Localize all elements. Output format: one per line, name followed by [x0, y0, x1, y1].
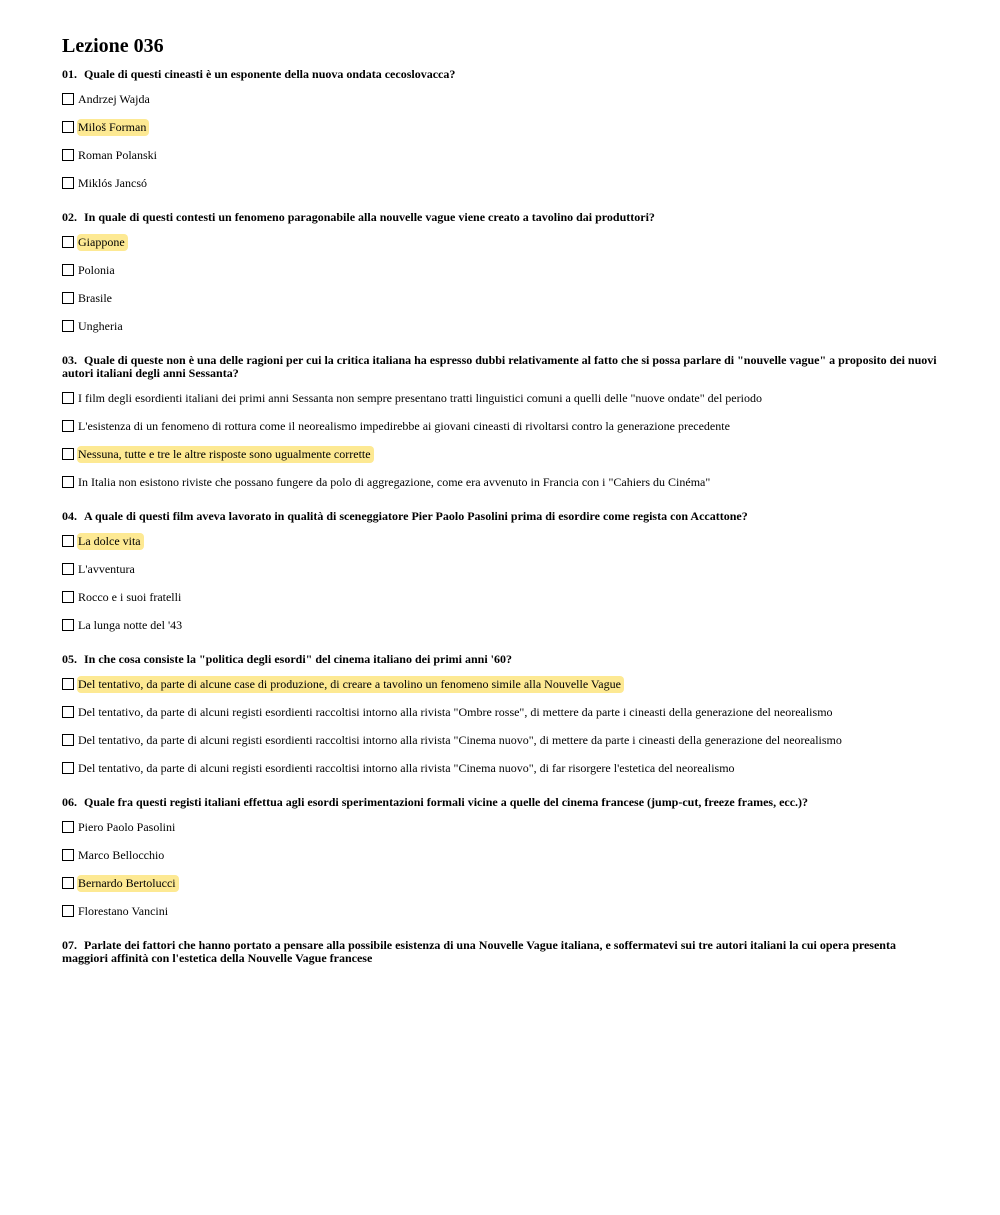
answer-checkbox[interactable] [62, 821, 74, 833]
question-1 [62, 68, 942, 192]
answer-checkbox[interactable] [62, 591, 74, 603]
answer-option[interactable] [62, 317, 942, 335]
question-number: 01. [62, 67, 77, 81]
answer-checkbox[interactable] [62, 734, 74, 746]
answer-checkbox[interactable] [62, 762, 74, 774]
question-number: 06. [62, 795, 77, 809]
question-text [62, 939, 942, 965]
answer-label: La lunga notte del '43 [78, 617, 183, 632]
answer-label: Florestano Vancini [78, 903, 169, 918]
question-number: 04. [62, 509, 77, 523]
answer-label-highlighted: Giappone [77, 234, 128, 251]
answer-checkbox[interactable] [62, 264, 74, 276]
answer-checkbox[interactable] [62, 535, 74, 547]
answer-option[interactable] [62, 818, 942, 836]
question-label: In che cosa consiste la "politica degli esordi" del cinema italiano dei primi anni '60? [84, 652, 512, 666]
answer-checkbox[interactable] [62, 177, 74, 189]
question-text [62, 354, 942, 380]
question-4 [62, 510, 942, 634]
answer-label: Del tentativo, da parte di alcuni registi esordienti raccoltisi intorno alla rivista "Cinema nuovo", di mettere da parte i cineasti della generazione del neorealismo [78, 732, 842, 747]
answer-option[interactable] [62, 90, 942, 108]
answer-label: Rocco e i suoi fratelli [78, 589, 182, 604]
answer-label: L'avventura [78, 561, 135, 576]
answer-checkbox[interactable] [62, 448, 74, 460]
answer-label: Del tentativo, da parte di alcuni registi esordienti raccoltisi intorno alla rivista "Ombre rosse", di mettere da parte i cineasti della generazione del neorealismo [78, 704, 833, 719]
answer-checkbox[interactable] [62, 149, 74, 161]
question-7 [62, 939, 942, 965]
question-5 [62, 653, 942, 777]
answer-option[interactable] [62, 233, 942, 251]
answer-label: Marco Bellocchio [78, 847, 165, 862]
answer-option[interactable] [62, 588, 942, 606]
answer-label-highlighted: Nessuna, tutte e tre le altre risposte sono ugualmente corrette [77, 446, 374, 463]
answer-label: Andrzej Wajda [78, 91, 150, 106]
page-title: Lezione 036 [62, 35, 164, 57]
question-text [62, 510, 942, 523]
answer-option[interactable] [62, 759, 942, 777]
answer-options [62, 532, 942, 634]
answer-option[interactable] [62, 532, 942, 550]
question-text [62, 796, 942, 809]
question-3 [62, 354, 942, 491]
answer-option[interactable] [62, 289, 942, 307]
answer-option[interactable] [62, 118, 942, 136]
question-number: 05. [62, 652, 77, 666]
answer-label-highlighted: La dolce vita [77, 533, 144, 550]
quiz-page [62, 34, 942, 984]
question-text [62, 653, 942, 666]
answer-options [62, 233, 942, 335]
answer-option[interactable] [62, 874, 942, 892]
question-text [62, 68, 942, 81]
answer-options [62, 818, 942, 920]
question-label: A quale di questi film aveva lavorato in qualità di sceneggiatore Pier Paolo Pasolini prima di esordire come regista con Accattone? [84, 509, 748, 523]
question-number: 07. [62, 938, 77, 952]
answer-option[interactable] [62, 389, 942, 407]
answer-checkbox[interactable] [62, 236, 74, 248]
answer-label: Piero Paolo Pasolini [78, 819, 176, 834]
answer-option[interactable] [62, 174, 942, 192]
question-label: Quale fra questi registi italiani effettua agli esordi sperimentazioni formali vicine a quelle del cinema francese (jump-cut, freeze frames, ecc.)? [84, 795, 809, 809]
answer-option[interactable] [62, 616, 942, 634]
question-text [62, 211, 942, 224]
answer-checkbox[interactable] [62, 877, 74, 889]
answer-option[interactable] [62, 846, 942, 864]
answer-checkbox[interactable] [62, 93, 74, 105]
answer-label-highlighted: Miloš Forman [77, 119, 149, 136]
answer-option[interactable] [62, 731, 942, 749]
answer-options [62, 90, 942, 192]
answer-label-highlighted: Del tentativo, da parte di alcune case di produzione, di creare a tavolino un fenomeno simile alla Nouvelle Vague [77, 676, 624, 693]
answer-label: Ungheria [78, 318, 123, 333]
answer-checkbox[interactable] [62, 420, 74, 432]
answer-checkbox[interactable] [62, 905, 74, 917]
answer-options [62, 675, 942, 777]
answer-label: Polonia [78, 262, 115, 277]
answer-checkbox[interactable] [62, 476, 74, 488]
answer-option[interactable] [62, 146, 942, 164]
question-label: Quale di questi cineasti è un esponente della nuova ondata cecoslovacca? [84, 67, 456, 81]
answer-option[interactable] [62, 445, 942, 463]
answer-checkbox[interactable] [62, 392, 74, 404]
answer-checkbox[interactable] [62, 292, 74, 304]
answer-label: Miklós Jancsó [78, 175, 147, 190]
question-label: Quale di queste non è una delle ragioni per cui la critica italiana ha espresso dubbi relativamente al fatto che si possa parlare di "nouvelle vague" a proposito dei nuovi autori italiani degli anni Sessanta? [62, 353, 937, 380]
answer-option[interactable] [62, 473, 942, 491]
answer-label-highlighted: Bernardo Bertolucci [77, 875, 179, 892]
answer-checkbox[interactable] [62, 563, 74, 575]
question-6 [62, 796, 942, 920]
answer-label: In Italia non esistono riviste che possano fungere da polo di aggregazione, come era avvenuto in Francia con i "Cahiers du Cinéma" [78, 474, 711, 489]
answer-option[interactable] [62, 417, 942, 435]
answer-option[interactable] [62, 261, 942, 279]
answer-checkbox[interactable] [62, 849, 74, 861]
answer-checkbox[interactable] [62, 619, 74, 631]
answer-option[interactable] [62, 560, 942, 578]
question-number: 02. [62, 210, 77, 224]
answer-option[interactable] [62, 902, 942, 920]
question-label: Parlate dei fattori che hanno portato a pensare alla possibile esistenza di una Nouvelle Vague italiana, e soffermatevi sui tre autori italiani la cui opera presenta maggiori affinità con l'estetica della Nouvelle Vague francese [62, 938, 896, 965]
question-2 [62, 211, 942, 335]
answer-option[interactable] [62, 703, 942, 721]
answer-label: Del tentativo, da parte di alcuni registi esordienti raccoltisi intorno alla rivista "Cinema nuovo", di far risorgere l'estetica del neorealismo [78, 760, 735, 775]
question-label: In quale di questi contesti un fenomeno paragonabile alla nouvelle vague viene creato a tavolino dai produttori? [84, 210, 655, 224]
answer-checkbox[interactable] [62, 678, 74, 690]
answer-checkbox[interactable] [62, 706, 74, 718]
answer-options [62, 389, 942, 491]
question-number: 03. [62, 353, 77, 367]
answer-label: Roman Polanski [78, 147, 158, 162]
question-list [62, 68, 942, 965]
answer-option[interactable] [62, 675, 942, 693]
answer-checkbox[interactable] [62, 121, 74, 133]
answer-label: I film degli esordienti italiani dei primi anni Sessanta non sempre presentano tratti linguistici comuni a quelli delle "nuove ondate" del periodo [78, 390, 762, 405]
answer-label: L'esistenza di un fenomeno di rottura come il neorealismo impedirebbe ai giovani cineasti di rivoltarsi contro la generazione precedente [78, 418, 730, 433]
answer-label: Brasile [78, 290, 112, 305]
answer-checkbox[interactable] [62, 320, 74, 332]
